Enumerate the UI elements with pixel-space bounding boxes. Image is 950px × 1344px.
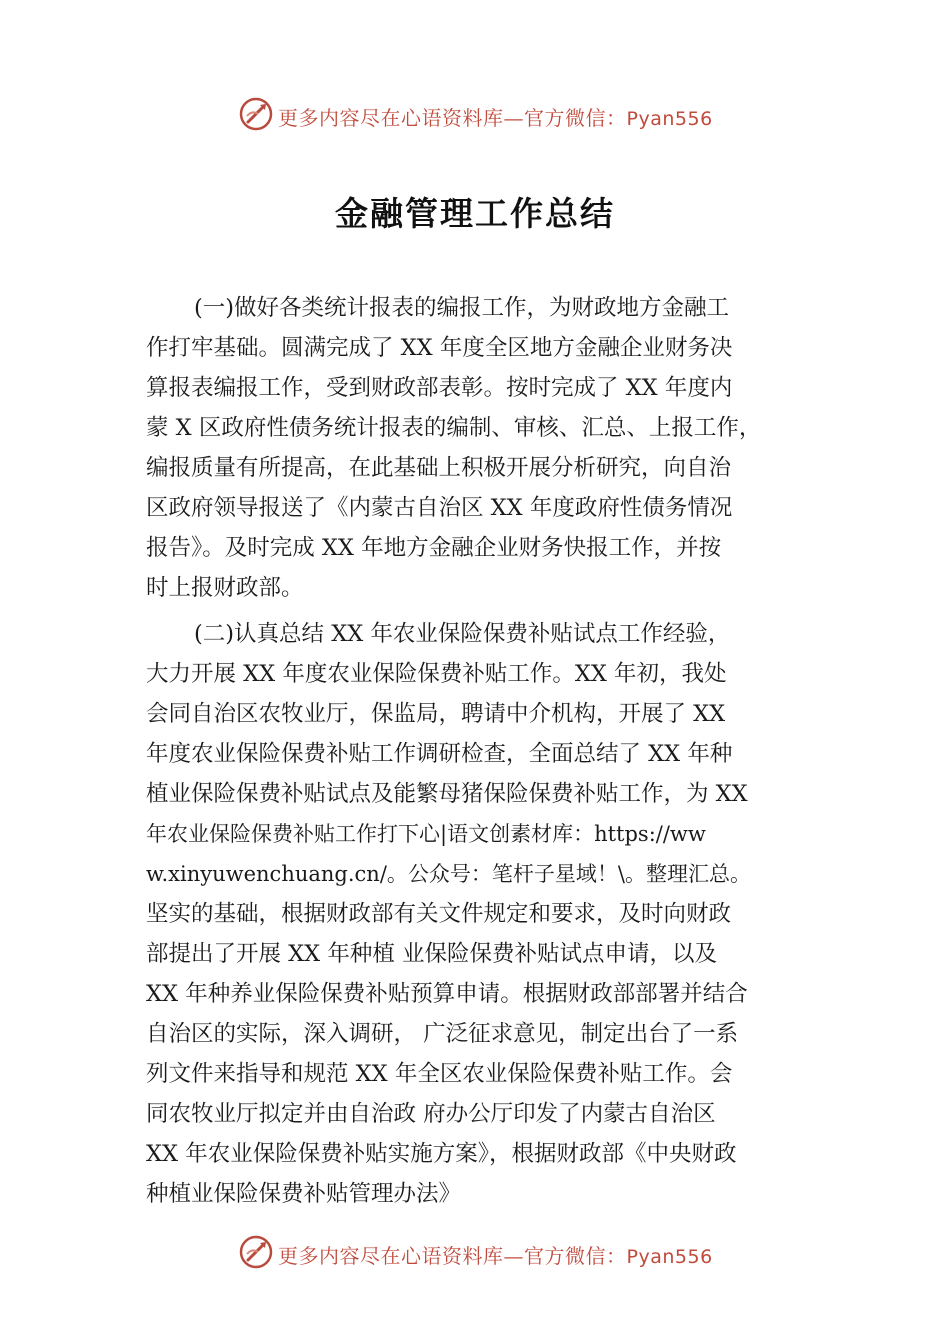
logo-icon (238, 1234, 274, 1270)
banner-text (278, 1240, 713, 1269)
footer-banner (0, 1232, 950, 1272)
text-line: 列文件来指导和规范 XX 年全区农业保险保费补贴工作。会 (146, 1061, 733, 1087)
text-line: 作打牢基础。圆满完成了 XX 年度全区地方金融企业财务决 (146, 335, 733, 361)
text-line: 同农牧业厅拟定并由自治政 府办公厅印发了内蒙古自治区 (146, 1101, 716, 1127)
text-line: (一)做好各类统计报表的编报工作，为财政地方金融工 (194, 295, 730, 321)
banner-text (278, 102, 713, 131)
logo-icon (238, 96, 274, 132)
wechat-id: Pyan556 (626, 1246, 713, 1268)
text-line: 年度农业保险保费补贴工作调研检查，全面总结了 XX 年种 (146, 741, 733, 767)
paragraph-1 (146, 288, 836, 608)
text-line: 年农业保险保费补贴工作打下心|语文创素材库：https://ww (146, 822, 706, 846)
text-line: (二)认真总结 XX 年农业保险保费补贴试点工作经验， (194, 621, 731, 647)
text-line: 植业保险保费补贴试点及能繁母猪保险保费补贴工作，为 XX (146, 781, 748, 807)
text-line: 会同自治区农牧业厅，保监局，聘请中介机构，开展了 XX (146, 701, 726, 727)
banner-label: 更多内容尽在心语资料库—官方微信： (278, 106, 627, 130)
text-line: 大力开展 XX 年度农业保险保费补贴工作。XX 年初，我处 (146, 661, 727, 687)
text-line: 部提出了开展 XX 年种植 业保险保费补贴试点申请，以及 (146, 941, 717, 967)
banner-label: 更多内容尽在心语资料库—官方微信： (278, 1244, 627, 1268)
header-banner (0, 94, 950, 134)
text-line: 坚实的基础，根据财政部有关文件规定和要求，及时向财政 (146, 901, 732, 927)
text-line: 时上报财政部。 (146, 575, 304, 601)
text-line: 种植业保险保费补贴管理办法》 (146, 1181, 462, 1207)
text-line: 区政府领导报送了《内蒙古自治区 XX 年度政府性债务情况 (146, 495, 733, 521)
text-line: w.xinyuwenchuang.cn/。公众号：笔杆子星域！\。整理汇总。 (146, 862, 751, 886)
text-line: 蒙 X 区政府性债务统计报表的编制、审核、汇总、上报工作， (146, 415, 762, 441)
text-line: XX 年农业保险保费补贴实施方案》，根据财政部《中央财政 (146, 1141, 737, 1167)
text-line: 自治区的实际，深入调研， 广泛征求意见，制定出台了一系 (146, 1021, 739, 1047)
text-line: 算报表编报工作，受到财政部表彰。按时完成了 XX 年度内 (146, 375, 733, 401)
text-line: 编报质量有所提高，在此基础上积极开展分析研究，向自治 (146, 455, 732, 481)
paragraph-2 (146, 614, 836, 1214)
text-line: 报告》。及时完成 XX 年地方金融企业财务快报工作，并按 (146, 535, 722, 561)
document-title: 金融管理工作总结 (335, 194, 615, 233)
wechat-id: Pyan556 (626, 108, 713, 130)
text-line: XX 年种养业保险保费补贴预算申请。根据财政部部署并结合 (146, 981, 748, 1007)
